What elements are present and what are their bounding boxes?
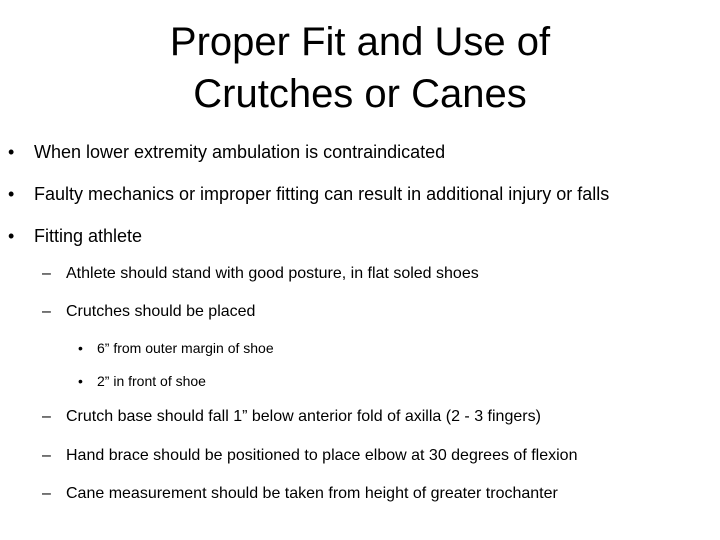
sub-sub-item-text: 2” in front of shoe bbox=[97, 373, 206, 389]
bullet-text: Faulty mechanics or improper fitting can result in additional injury or falls bbox=[34, 184, 610, 204]
dash-marker: – bbox=[42, 265, 51, 282]
bullet-item-3 bbox=[0, 225, 720, 249]
slide-title-line-2 bbox=[0, 70, 720, 118]
bullet-marker: • bbox=[8, 226, 15, 246]
sub-item-text: Hand brace should be positioned to place elbow at 30 degrees of flexion bbox=[66, 447, 578, 464]
bullet-item-1 bbox=[0, 141, 720, 165]
sub-item-2 bbox=[0, 302, 720, 324]
bullet-text: When lower extremity ambulation is contraindicated bbox=[34, 142, 446, 162]
sub-sub-item-1 bbox=[0, 339, 720, 359]
sub-sub-item-2 bbox=[0, 372, 720, 392]
dash-marker: – bbox=[42, 408, 51, 425]
bullet-item-2 bbox=[0, 183, 720, 207]
sub-item-text: Athlete should stand with good posture, in flat soled shoes bbox=[66, 265, 479, 282]
bullet-text: Fitting athlete bbox=[34, 226, 143, 246]
bullet-marker: • bbox=[8, 184, 15, 204]
slide-title-text-1: Proper Fit and Use of bbox=[169, 20, 551, 64]
sub-item-3 bbox=[0, 407, 720, 429]
dash-marker: – bbox=[42, 303, 51, 320]
dash-marker: – bbox=[42, 447, 51, 464]
sub-sub-item-text: 6” from outer margin of shoe bbox=[97, 340, 274, 356]
sub-item-text: Crutches should be placed bbox=[66, 303, 256, 320]
slide-title-line-1 bbox=[0, 18, 720, 66]
sub-item-text: Crutch base should fall 1” below anterior fold of axilla (2 - 3 fingers) bbox=[66, 408, 541, 425]
sub-item-text: Cane measurement should be taken from height of greater trochanter bbox=[66, 485, 558, 502]
sub-item-4 bbox=[0, 446, 720, 468]
sub-item-1 bbox=[0, 264, 720, 286]
bullet-marker: • bbox=[8, 142, 15, 162]
sub-item-5 bbox=[0, 484, 720, 506]
bullet-marker: • bbox=[78, 340, 83, 356]
dash-marker: – bbox=[42, 485, 51, 502]
bullet-marker: • bbox=[78, 373, 83, 389]
slide-title-text-2: Crutches or Canes bbox=[193, 72, 527, 116]
